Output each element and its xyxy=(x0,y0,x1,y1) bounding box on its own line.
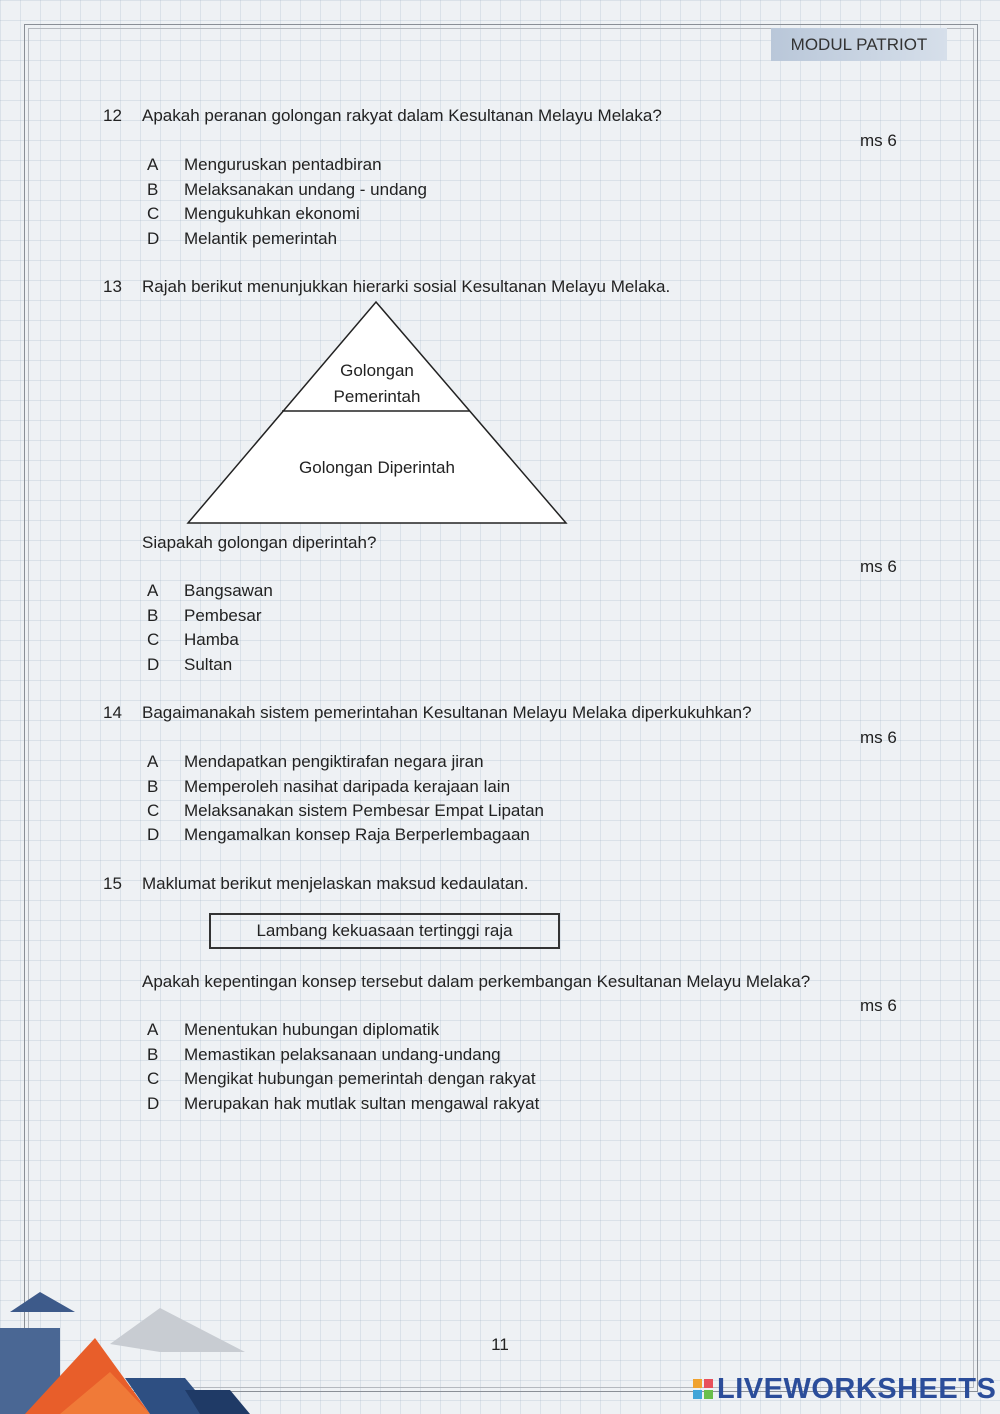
deco-shape xyxy=(110,1308,245,1352)
option-letter-d: D xyxy=(147,825,160,844)
option-c[interactable]: Mengikat hubungan pemerintah dengan rakyat xyxy=(184,1069,536,1088)
option-letter-b: B xyxy=(147,777,159,796)
sub-question: Siapakah golongan diperintah? xyxy=(142,533,377,552)
page-number: 11 xyxy=(491,1335,509,1354)
option-letter-a: A xyxy=(147,1020,159,1039)
question-number: 12 xyxy=(103,106,122,125)
pyramid-bottom-label: Golongan Diperintah xyxy=(299,458,455,477)
option-a[interactable]: Menentukan hubungan diplomatik xyxy=(184,1020,440,1039)
question-text: Maklumat berikut menjelaskan maksud kedaulatan. xyxy=(142,874,529,893)
pyramid-outline xyxy=(188,302,566,523)
option-b[interactable]: Pembesar xyxy=(184,606,262,625)
logo-tile xyxy=(693,1379,702,1388)
option-letter-a: A xyxy=(147,752,159,771)
option-d[interactable]: Melantik pemerintah xyxy=(184,229,338,248)
question-number: 14 xyxy=(103,703,122,722)
option-letter-b: B xyxy=(147,1045,159,1064)
liveworksheets-logo-icon xyxy=(693,1379,713,1399)
question-text: Apakah peranan golongan rakyat dalam Kesultanan Melayu Melaka? xyxy=(142,106,662,125)
option-c[interactable]: Melaksanakan sistem Pembesar Empat Lipatan xyxy=(184,801,545,820)
option-letter-a: A xyxy=(147,581,159,600)
option-c[interactable]: Hamba xyxy=(184,630,239,649)
option-letter-c: C xyxy=(147,630,160,649)
option-letter-a: A xyxy=(147,155,159,174)
page-reference: ms 6 xyxy=(860,728,897,747)
page-reference: ms 6 xyxy=(860,996,897,1015)
social-hierarchy-pyramid xyxy=(185,300,570,528)
option-a[interactable]: Mendapatkan pengiktirafan negara jiran xyxy=(184,752,484,771)
option-b[interactable]: Memastikan pelaksanaan undang-undang xyxy=(184,1045,501,1064)
sub-question: Apakah kepentingan konsep tersebut dalam perkembangan Kesultanan Melayu Melaka? xyxy=(142,972,811,991)
question-number: 13 xyxy=(103,277,122,296)
option-d[interactable]: Mengamalkan konsep Raja Berperlembagaan xyxy=(184,825,530,844)
logo-tile xyxy=(704,1390,713,1399)
liveworksheets-brand xyxy=(693,1373,996,1405)
logo-tile xyxy=(704,1379,713,1388)
module-badge: MODUL PATRIOT xyxy=(771,28,947,61)
option-a[interactable]: Menguruskan pentadbiran xyxy=(184,155,382,174)
pyramid-top-label-line1: Golongan xyxy=(340,361,414,380)
option-d[interactable]: Merupakan hak mutlak sultan mengawal rakyat xyxy=(184,1094,540,1113)
corner-decoration xyxy=(0,1280,300,1414)
pyramid-top-label-line2: Pemerintah xyxy=(333,387,421,406)
deco-shape xyxy=(10,1292,75,1312)
question-text: Rajah berikut menunjukkan hierarki sosial Kesultanan Melayu Melaka. xyxy=(142,277,671,296)
option-a[interactable]: Bangsawan xyxy=(184,581,273,600)
option-c[interactable]: Mengukuhkan ekonomi xyxy=(184,204,360,223)
option-letter-b: B xyxy=(147,606,159,625)
logo-tile xyxy=(693,1390,702,1399)
option-letter-c: C xyxy=(147,1069,160,1088)
option-d[interactable]: Sultan xyxy=(184,655,233,674)
option-b[interactable]: Memperoleh nasihat daripada kerajaan lain xyxy=(184,777,511,796)
option-letter-b: B xyxy=(147,180,159,199)
definition-box: Lambang kekuasaan tertinggi raja xyxy=(209,913,560,949)
page-reference: ms 6 xyxy=(860,131,897,150)
question-number: 15 xyxy=(103,874,122,893)
option-b[interactable]: Melaksanakan undang - undang xyxy=(184,180,427,199)
pyramid-top-label xyxy=(277,358,477,410)
option-letter-c: C xyxy=(147,801,160,820)
question-text: Bagaimanakah sistem pemerintahan Kesultanan Melayu Melaka diperkukuhkan? xyxy=(142,703,752,722)
page-reference: ms 6 xyxy=(860,557,897,576)
brand-text: LIVEWORKSHEETS xyxy=(717,1373,997,1405)
option-letter-d: D xyxy=(147,655,160,674)
option-letter-d: D xyxy=(147,229,160,248)
option-letter-c: C xyxy=(147,204,160,223)
option-letter-d: D xyxy=(147,1094,160,1113)
